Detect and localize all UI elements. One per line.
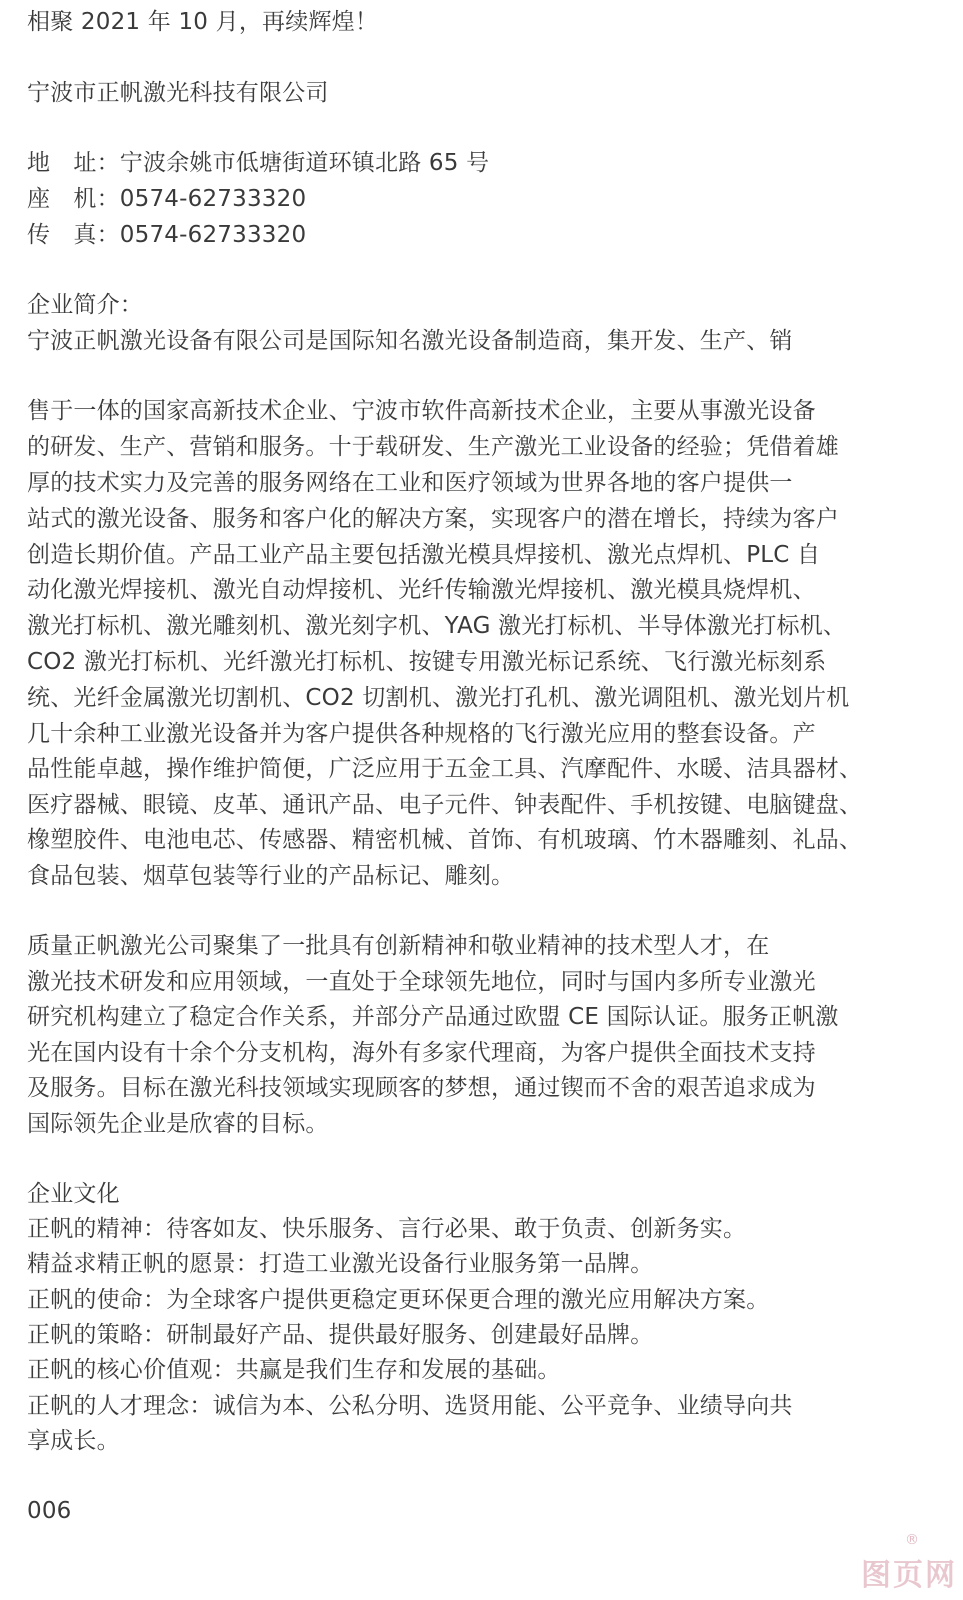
watermark-text: 图页网 [861,1558,957,1593]
intro-text-line: 品性能卓越，操作维护简便，广泛应用于五金工具、汽摩配件、水暖、洁具器材、 [27,756,863,782]
intro-text-line: 几十余种工业激光设备并为客户提供各种规格的飞行激光应用的整套设备。产 [27,721,816,747]
intro-text-line: 食品包装、烟草包装等行业的产品标记、雕刻。 [27,863,515,889]
intro-text-line: 激光打标机、激光雕刻机、激光刻字机、YAG 激光打标机、半导体激光打标机、 [27,613,847,639]
watermark-logo [827,1532,957,1598]
quality-text-line: 质量正帆激光公司聚集了一批具有创新精神和敬业精神的技术型人才，在 [27,933,770,959]
culture-text-line: 正帆的使命：为全球客户提供更稳定更环保更合理的激光应用解决方案。 [27,1287,770,1313]
intro-text-line: 售于一体的国家高新技术企业、宁波市软件高新技术企业，主要从事激光设备 [27,398,816,424]
intro-text-line: 橡塑胶件、电池电芯、传感器、精密机械、首饰、有机玻璃、竹木器雕刻、礼品、 [27,827,863,853]
culture-text-line: 正帆的核心价值观：共赢是我们生存和发展的基础。 [27,1357,561,1383]
culture-text-line: 正帆的精神：待客如友、快乐服务、言行必果、敢于负责、创新务实。 [27,1216,747,1242]
intro-text-line: 创造长期价值。产品工业产品主要包括激光模具焊接机、激光点焊机、PLC 自 [27,542,821,568]
intro-text-line: 医疗器械、眼镜、皮革、通讯产品、电子元件、钟表配件、手机按键、电脑键盘、 [27,792,863,818]
headline: 相聚 2021 年 10 月，再续辉煌！ [27,9,379,35]
address-line: 地 址：宁波余姚市低塘街道环镇北路 65 号 [27,150,490,176]
intro-text-line: 站式的激光设备、服务和客户化的解决方案，实现客户的潜在增长，持续为客户 [27,506,839,532]
section-heading-culture: 企业文化 [27,1181,120,1207]
intro-text-line: 统、光纤金属激光切割机、CO2 切割机、激光打孔机、激光调阻机、激光划片机 [27,685,850,711]
intro-text-line: 动化激光焊接机、激光自动焊接机、光纤传输激光焊接机、激光模具烧焊机、 [27,577,816,603]
phone-line: 座 机：0574-62733320 [27,186,307,212]
section-heading-intro: 企业简介： [27,292,143,318]
intro-text-line: 的研发、生产、营销和服务。十于载研发、生产激光工业设备的经验；凭借着雄 [27,434,839,460]
page-number: 006 [27,1498,72,1524]
culture-text-line: 精益求精正帆的愿景：打造工业激光设备行业服务第一品牌。 [27,1251,654,1277]
fax-line: 传 真：0574-62733320 [27,222,307,248]
quality-text-line: 及服务。目标在激光科技领域实现顾客的梦想，通过锲而不舍的艰苦追求成为 [27,1075,816,1101]
quality-text-line: 激光技术研发和应用领域，一直处于全球领先地位，同时与国内多所专业激光 [27,969,816,995]
quality-text-line: 国际领先企业是欣睿的目标。 [27,1111,329,1137]
intro-text-line: 宁波正帆激光设备有限公司是国际知名激光设备制造商，集开发、生产、销 [27,328,793,354]
culture-text-line: 正帆的策略：研制最好产品、提供最好服务、创建最好品牌。 [27,1322,654,1348]
registered-mark: ® [905,1532,921,1548]
quality-text-line: 研究机构建立了稳定合作关系，并部分产品通过欧盟 CE 国际认证。服务正帆激 [27,1004,839,1030]
culture-text-line: 正帆的人才理念：诚信为本、公私分明、选贤用能、公平竞争、业绩导向共 [27,1393,793,1419]
intro-text-line: CO2 激光打标机、光纤激光打标机、按键专用激光标记系统、飞行激光标刻系 [27,649,827,675]
intro-text-line: 厚的技术实力及完善的服务网络在工业和医疗领域为世界各地的客户提供一 [27,470,793,496]
company-name: 宁波市正帆激光科技有限公司 [27,80,329,106]
culture-text-line: 享成长。 [27,1428,120,1454]
quality-text-line: 光在国内设有十余个分支机构，海外有多家代理商，为客户提供全面技术支持 [27,1040,816,1066]
